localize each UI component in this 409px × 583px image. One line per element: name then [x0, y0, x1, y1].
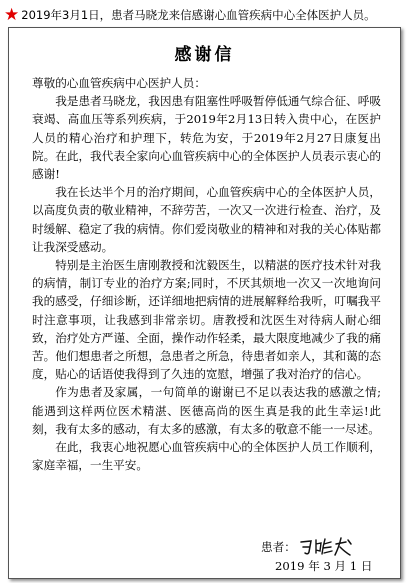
signature-block	[261, 536, 356, 555]
letter-paragraph: 特别是主治医生唐刚教授和沈毅医生，以精湛的医疗技术针对我的病情，制订专业的治疗方案;同时，不厌其烦地一次又一次地询问我的感受，仔细诊断，还详细地把病情的进展解释给我听，叮嘱我平时注意事项，让我感到非常亲切。唐教授和沈医生对待病人耐心细致，治疗处方严谨、全面，操作动作轻柔，最大限度地减少了我的痛苦。他们想患者之所想，急患者之所急，待患者如亲人，其和蔼的态度，贴心的话语使我得到了久违的宽慰，增强了我对治疗的信心。	[32, 258, 381, 382]
handwritten-signature	[298, 536, 356, 558]
letter-body	[32, 74, 381, 474]
letter-date: 2019 年 3 月 1 日	[275, 559, 373, 573]
red-star-icon: ★	[4, 4, 20, 25]
letter-paragraph: 在此，我衷心地祝愿心血管疾病中心的全体医护人员工作顺利，家庭幸福，一生平安。	[32, 440, 381, 473]
letter-paragraph: 我是患者马晓龙，我因患有阻塞性呼吸暂停低通气综合征、呼吸衰竭、高血压等系列疾病，于2019年2月13日转入贵中心，在医护人员的精心治疗和护理下，转危为安，于2019年2月27日康复出院。在此，我代表全家向心血管疾病中心的全体医护人员表示衷心的感谢!	[32, 94, 381, 182]
caption-text: 2019年3月1日，患者马晓龙来信感谢心血管疾病中心全体医护人员。	[21, 8, 376, 22]
signature-label: 患者：	[261, 540, 296, 554]
letter-paragraph: 作为患者及家属，一句简单的谢谢已不足以表达我的感激之情;能遇到这样两位医术精湛、医德高尚的医生真是我的此生幸运!此刻，我有太多的感动，有太多的感激，有太多的敬意不能一一尽述。	[32, 385, 381, 436]
page-caption	[4, 4, 409, 26]
thank-you-letter	[8, 27, 401, 579]
letter-salutation: 尊敬的心血管疾病中心医护人员：	[32, 76, 206, 90]
letter-paragraph: 我在长达半个月的治疗期间，心血管疾病中心的全体医护人员，以高度负责的敬业精神，不辞劳苦，一次又一次进行检查、治疗，及时缓解、稳定了我的病情。你们爱岗敬业的精神和对我的关心体贴都让我深受感动。	[32, 185, 381, 254]
letter-title: 感谢信	[174, 45, 235, 65]
